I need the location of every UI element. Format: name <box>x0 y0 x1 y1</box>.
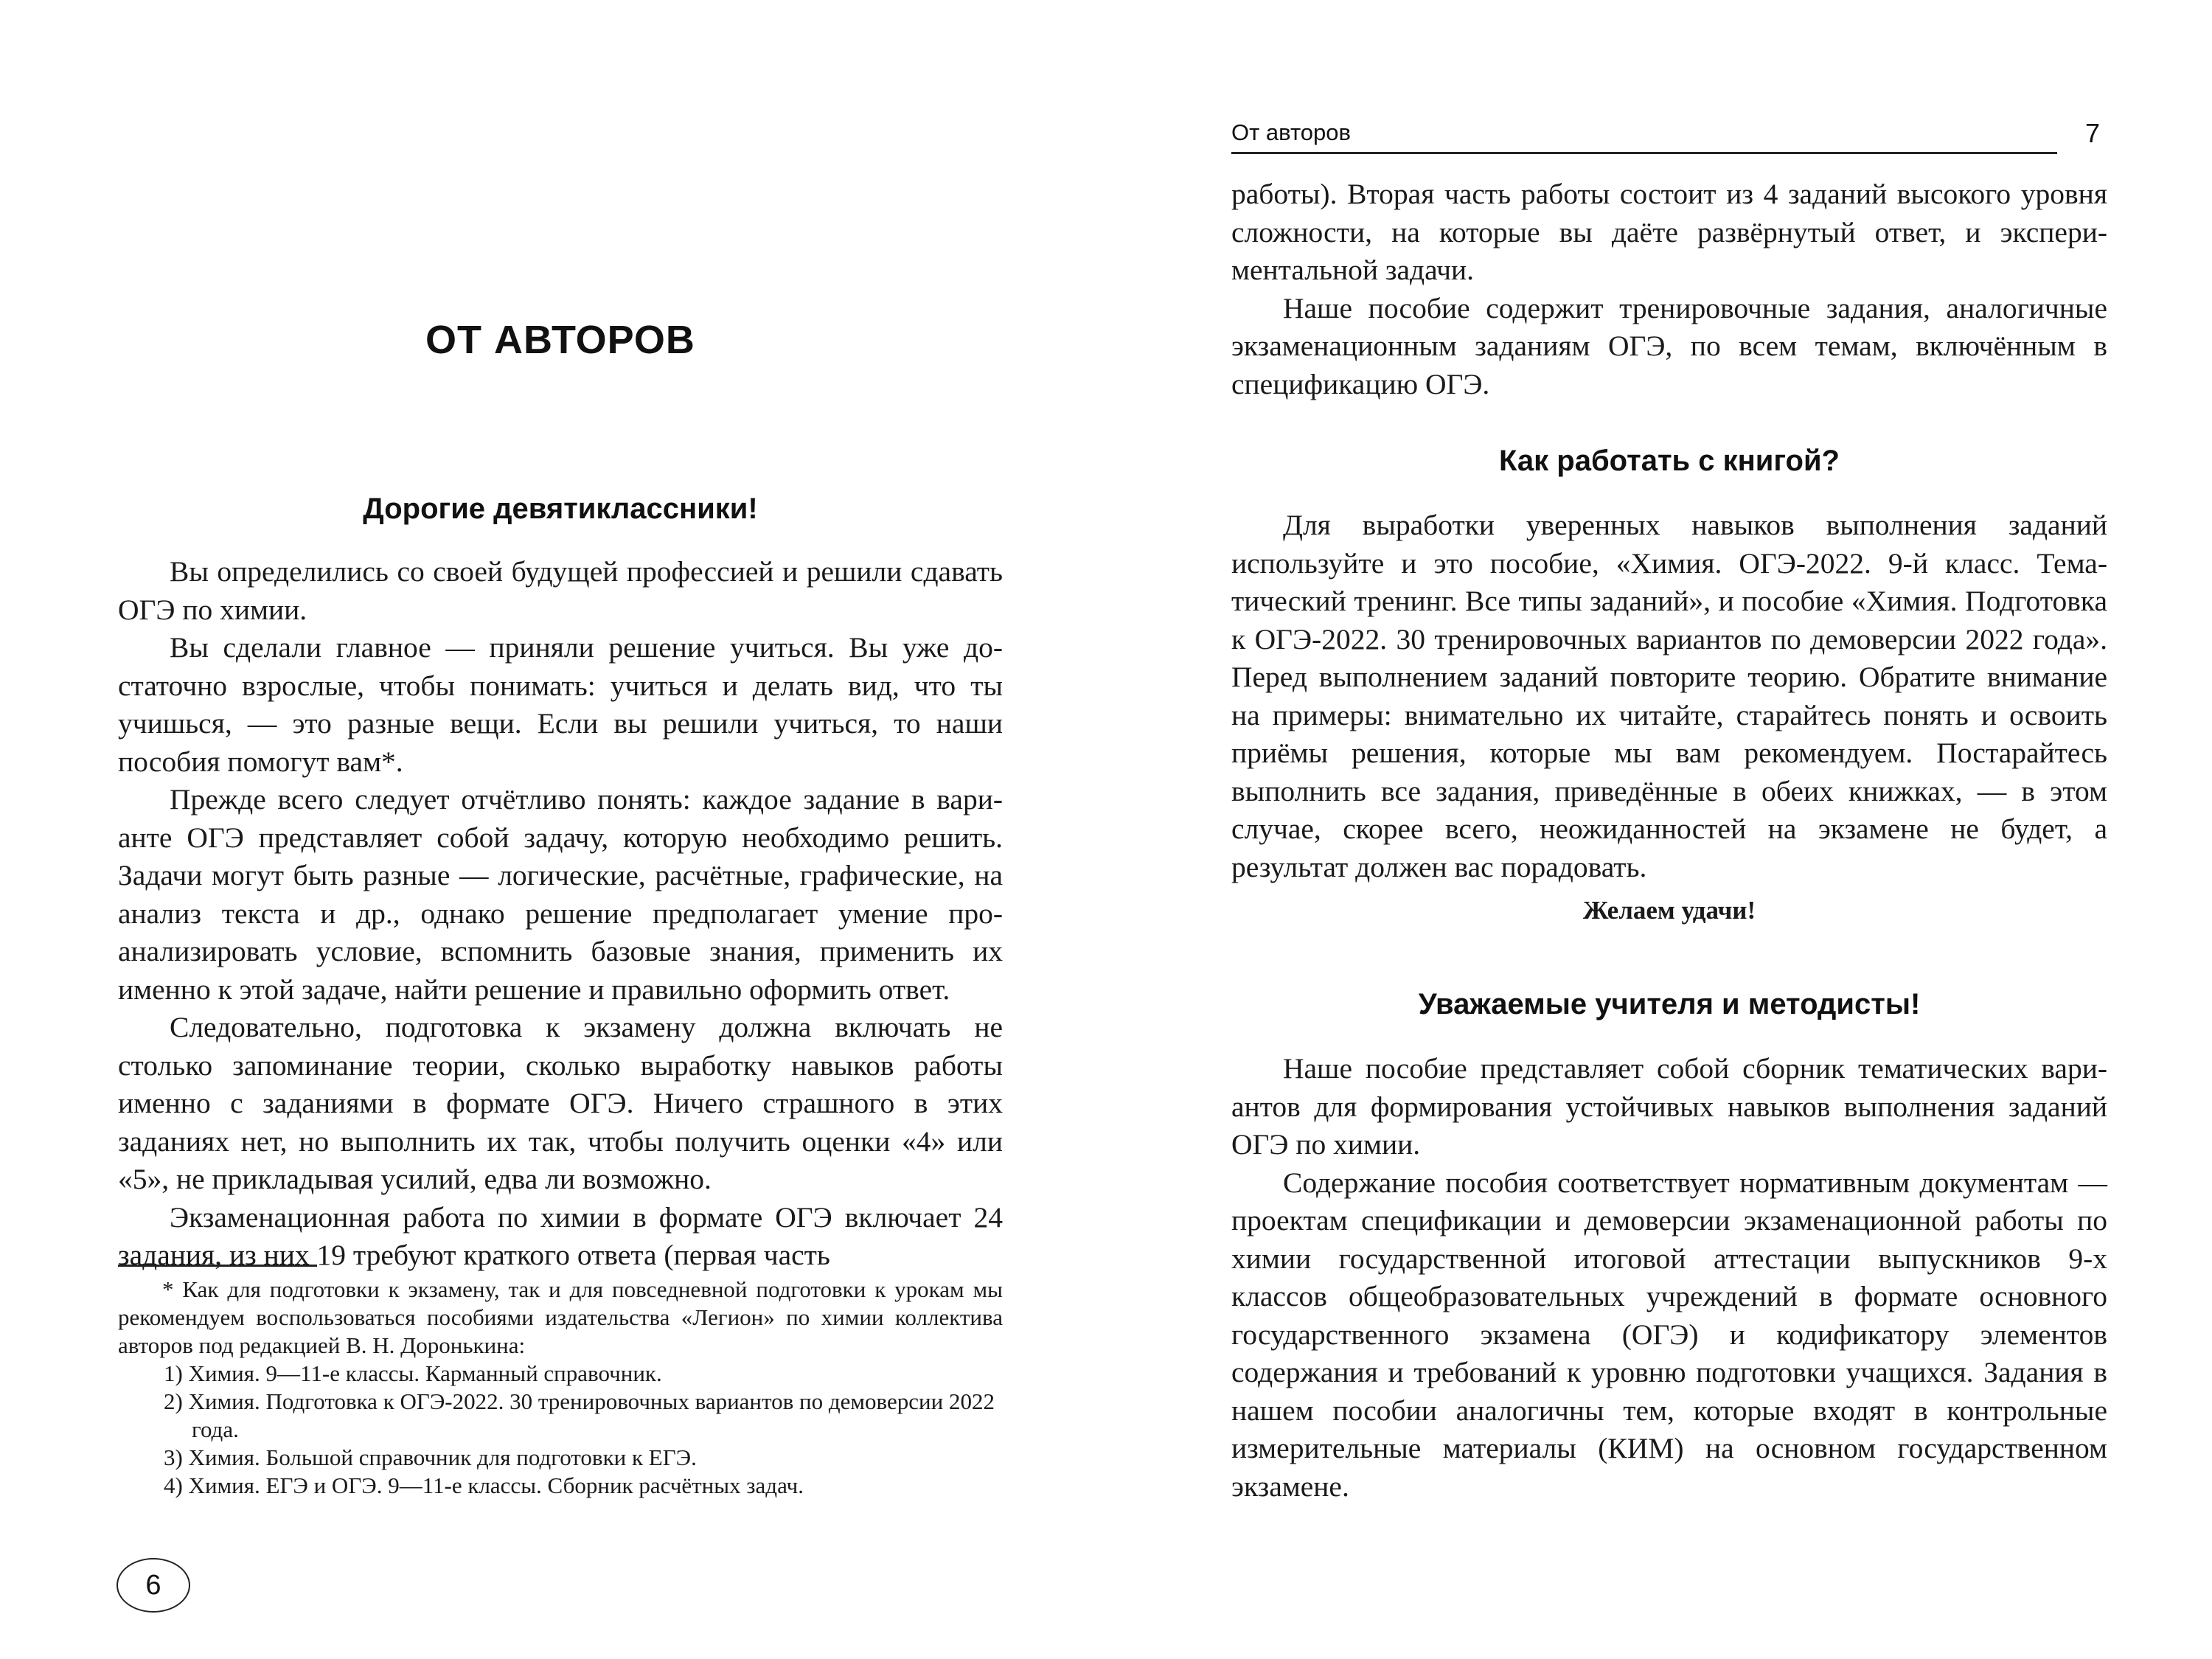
paragraph: Вы определились со своей будущей профессией и решили сдавать ОГЭ по химии. <box>118 555 1003 626</box>
section-heading-teachers: Уважаемые учителя и методисты! <box>1418 988 1921 1020</box>
paragraph: Наше пособие содержит тренировочные задания, аналогичные экзаменационным заданиям ОГЭ, по всем темам, включённым в спецификацию ОГЭ. <box>1231 291 2107 400</box>
paragraph: Содержание пособия соответствует нормативным документам — проектам спецификации и демоверсии экзаменационной работы по химии государственной итоговой аттестации выпускников 9-х классов общеобразовательных учреждений в формате основного государственного экзамена (ОГЭ) и кодификатору элементов содержания и требований к уровню подготовки учащихся. Задания в нашем пособии аналогичны тем, которые входят в контрольные измерительные материалы (КИМ) на основном государственном экзамене. <box>1231 1166 2107 1503</box>
how-to-work-text <box>1231 507 2107 886</box>
section-heading-students: Дорогие девятиклассники! <box>363 493 758 525</box>
footnotes <box>118 1276 1003 1500</box>
paragraph: Для выработки уверенных навыков выполнения заданий используйте и это пособие, «Химия. ОГЭ-2022. 9-й класс. Тематический тренинг. Все типы заданий», и пособие «Химия. Подготовка к ОГЭ-2022. 30 тренировочных вариантов по демоверсии 2022 года». Перед выполнением заданий повторите теорию. Обратите внимание на примеры: внимательно их читайте, старайтесь понять и освоить приёмы решения, которые мы вам рекомендуем. Постарайтесь выполнить все задания, приведённые в обеих книжках, — в этом случае, скорее всего, неожиданностей на экзамене не будет, а результат должен вас порадовать. <box>1231 509 2107 883</box>
paragraph: Вы сделали главное — приняли решение учиться. Вы уже достаточно взрослые, чтобы понимать: учиться и делать вид, что ты учишься, — это разные вещи. Если вы решили учиться, то наши пособия помогут вам*. <box>118 631 1003 778</box>
footnote-item: 3) Химия. Большой справочник для подготовки к ЕГЭ. <box>164 1444 697 1470</box>
continuation-paragraph: работы). Вторая часть работы состоит из 4 заданий высокого уровня сложности, на которые вы даёте развёрнутый ответ, и экспериментальной задачи. <box>1231 178 2107 286</box>
chapter-title: ОТ АВТОРОВ <box>425 318 695 362</box>
footnote-item: 4) Химия. ЕГЭ и ОГЭ. 9—11-е классы. Сборник расчётных задач. <box>164 1472 804 1498</box>
footnote-item: 2) Химия. Подготовка к ОГЭ-2022. 30 тренировочных вариантов по демоверсии 2022 года. <box>164 1388 995 1442</box>
left-page-number: 6 <box>116 1558 190 1613</box>
paragraph: Прежде всего следует отчётливо понять: каждое задание в варианте ОГЭ представляет собой задачу, которую необходимо решить. Задачи могут быть разные — логические, расчётные, графические, на анализ текста и др., однако решение предполагает умение проанализировать условие, вспомнить базовые знания, применить их именно к этой задаче, найти решение и правильно оформить ответ. <box>118 783 1003 1006</box>
paragraph: Экзаменационная работа по химии в формате ОГЭ включает 24 задания, из них 19 требуют краткого ответа (первая часть <box>118 1200 1003 1271</box>
section-heading-how-to-work: Как работать с книгой? <box>1499 445 1840 477</box>
teachers-text <box>1231 1050 2107 1506</box>
paragraph: Следовательно, подготовка к экзамену должна включать не столько запоминание теории, сколько выработку навыков работы именно с заданиями в формате ОГЭ. Ничего страшного в этих заданиях нет, но выполнить их так, чтобы получить оценки «4» или «5», не прикладывая усилий, едва ли возможно. <box>118 1011 1003 1195</box>
good-luck-line: Желаем удачи! <box>1582 896 1756 925</box>
right-page-number: 7 <box>2085 118 2101 148</box>
paragraph: Наше пособие представляет собой сборник тематических вариантов для формирования устойчивых навыков выполнения заданий ОГЭ по химии. <box>1231 1052 2107 1161</box>
footnote-intro: * Как для подготовки к экзамену, так и для повседневной подготовки к урокам мы рекомендуем воспользоваться пособиями издательства «Легион» по химии коллектива авторов под редакцией В. Н. Доронькина: <box>118 1276 1003 1358</box>
left-body-text <box>118 553 1003 1275</box>
footnote-list <box>118 1360 1003 1500</box>
running-head: От авторов <box>1231 119 1351 145</box>
running-head-rule <box>1231 152 2057 154</box>
right-intro-text <box>1231 175 2107 403</box>
footnote-divider <box>118 1265 317 1267</box>
footnote-item: 1) Химия. 9—11-е классы. Карманный справочник. <box>164 1360 662 1386</box>
